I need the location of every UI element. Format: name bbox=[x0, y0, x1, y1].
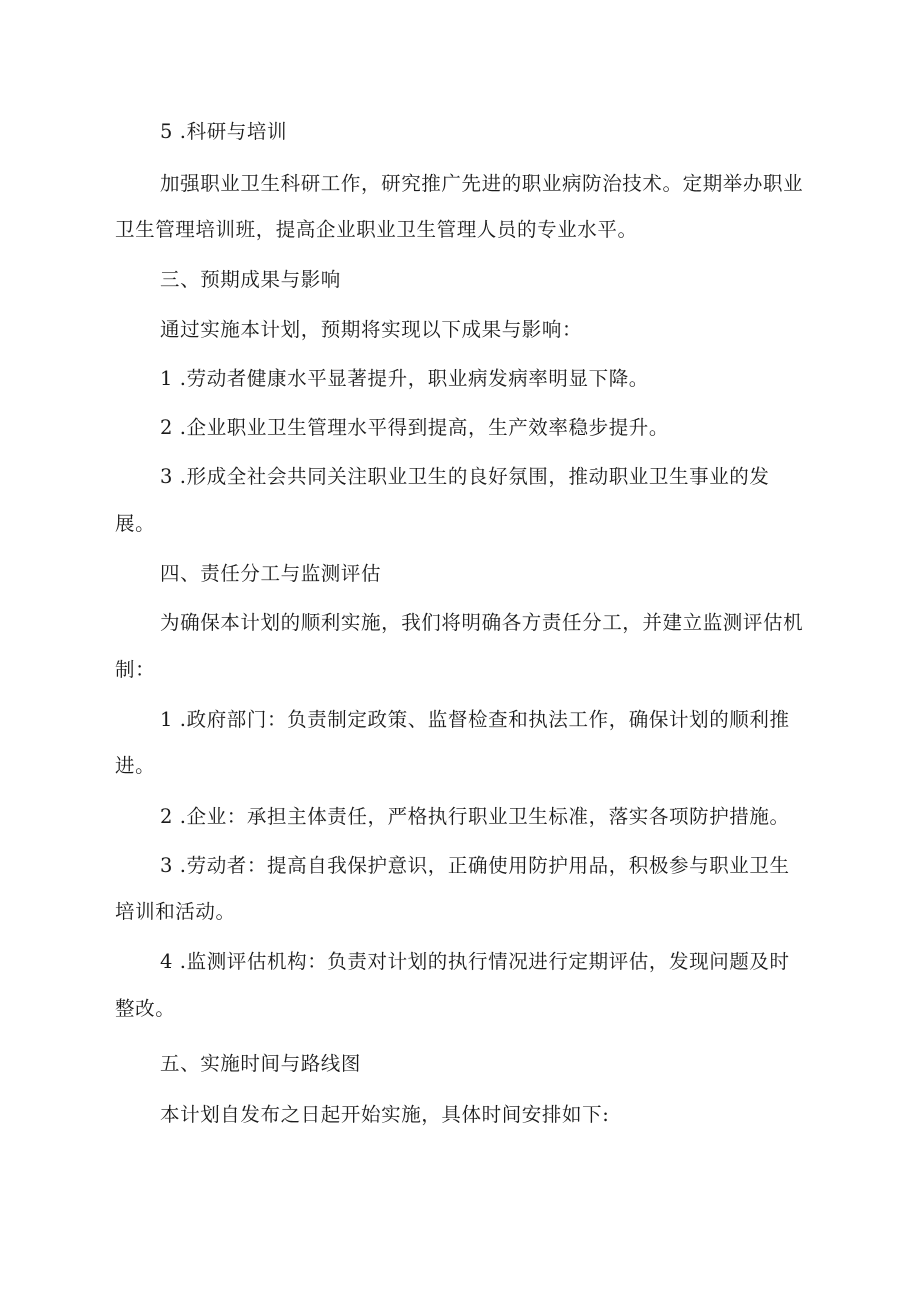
section-heading-responsibility: 四、责任分工与监测评估 bbox=[160, 562, 382, 585]
list-item: 4 .监测评估机构：负责对计划的执行情况进行定期评估，发现问题及时 bbox=[160, 950, 790, 973]
list-item-continuation: 进。 bbox=[115, 754, 156, 777]
paragraph-line: 加强职业卫生科研工作，研究推广先进的职业病防治技术。定期举办职业 bbox=[160, 172, 804, 195]
list-item: 3 .劳动者：提高自我保护意识，正确使用防护用品，积极参与职业卫生 bbox=[160, 854, 790, 877]
paragraph-line: 卫生管理培训班，提高企业职业卫生管理人员的专业水平。 bbox=[115, 218, 638, 241]
paragraph-line: 为确保本计划的顺利实施，我们将明确各方责任分工，并建立监测评估机 bbox=[160, 611, 804, 634]
section-heading-timeline: 五、实施时间与路线图 bbox=[160, 1052, 362, 1075]
list-item: 1 .劳动者健康水平显著提升，职业病发病率明显下降。 bbox=[160, 367, 649, 390]
section-heading-research-training: 5 .科研与培训 bbox=[160, 120, 288, 143]
list-item-continuation: 整改。 bbox=[115, 997, 176, 1020]
paragraph-line: 制： bbox=[115, 658, 156, 681]
paragraph-line: 本计划自发布之日起开始实施，具体时间安排如下: bbox=[160, 1103, 610, 1126]
list-item: 2 .企业职业卫生管理水平得到提高，生产效率稳步提升。 bbox=[160, 416, 670, 439]
list-item-continuation: 展。 bbox=[115, 512, 156, 535]
list-item: 3 .形成全社会共同关注职业卫生的良好氛围，推动职业卫生事业的发 bbox=[160, 465, 770, 488]
section-heading-expected-results: 三、预期成果与影响 bbox=[160, 268, 341, 291]
paragraph-line: 通过实施本计划，预期将实现以下成果与影响： bbox=[160, 318, 583, 341]
list-item: 2 .企业：承担主体责任，严格执行职业卫生标准，落实各项防护措施。 bbox=[160, 805, 790, 828]
list-item: 1 .政府部门：负责制定政策、监督检查和执法工作，确保计划的顺利推 bbox=[160, 708, 790, 731]
list-item-continuation: 培训和活动。 bbox=[115, 900, 236, 923]
